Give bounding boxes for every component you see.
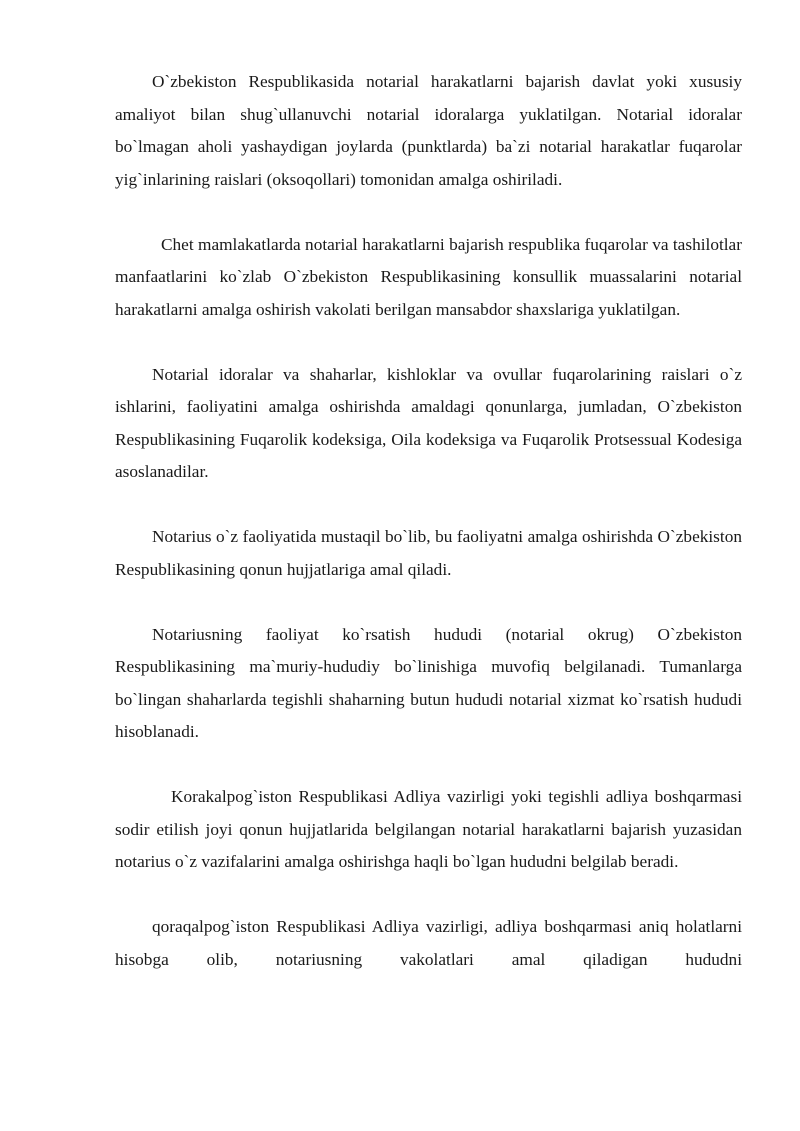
document-page [115,66,742,1009]
paragraph-ministry-determination: Korakalpog`iston Respublikasi Adliya vazirligi yoki tegishli adliya boshqarmasi sodir etilish joyi qonun hujjatlarida belgilangan notarial harakatlarni bajarish yuzasidan notarius o`z vazifalarini amalga oshirishga haqli bo`lgan hududni belgilab beradi. [115,787,742,871]
paragraph-foreign-countries: Chet mamlakatlarda notarial harakatlarni bajarish respublika fuqarolar va tashilotlar manfaatlarini ko`zlab O`zbekiston Respublikasining konsullik muassalarini notarial harakatlarni amalga oshirish vakolati berilgan mansabdor shaxslariga yuklatilgan. [115,234,742,319]
paragraph-legal-basis: Notarial idoralar va shaharlar, kishloklar va ovullar fuqarolarining raislari o`z ishlarini, faoliyatini amalga oshirishda amaldagi qonunlarga, jumladan, O`zbekiston Respublikasining Fuqarolik kodeksiga, Oila kodeksiga va Fuqarolik Protsessual Kodesiga asoslanadilar. [115,364,742,481]
paragraph-independence: Notarius o`z faoliyatida mustaqil bo`lib, bu faoliyatni amalga oshirishda O`zbekiston Respublikasining qonun hujjatlariga amal qiladi. [115,527,742,579]
paragraph-continued: qoraqalpog`iston Respublikasi Adliya vazirligi, adliya boshqarmasi aniq holatlarni hisobga olib, notariusning vakolatlari amal qiladigan hududni [115,917,742,969]
paragraph-notarial-offices: O`zbekiston Respublikasida notarial harakatlarni bajarish davlat yoki xususiy amaliyot bilan shug`ullanuvchi notarial idoralarga yuklatilgan. Notarial idoralar bo`lmagan aholi yashaydigan joylarda (punktlarda) ba`zi notarial harakatlar fuqarolar yig`inlarining raislari (oksoqollari) tomonidan amalga oshiriladi. [115,72,742,189]
paragraph-service-area: Notariusning faoliyat ko`rsatish hududi (notarial okrug) O`zbekiston Respublikasining ma`muriy-hududiy bo`linishiga muvofiq belgilanadi. Tumanlarga bo`lingan shaharlarda tegishli shaharning butun hududi notarial xizmat ko`rsatish hududi hisoblanadi. [115,624,742,741]
